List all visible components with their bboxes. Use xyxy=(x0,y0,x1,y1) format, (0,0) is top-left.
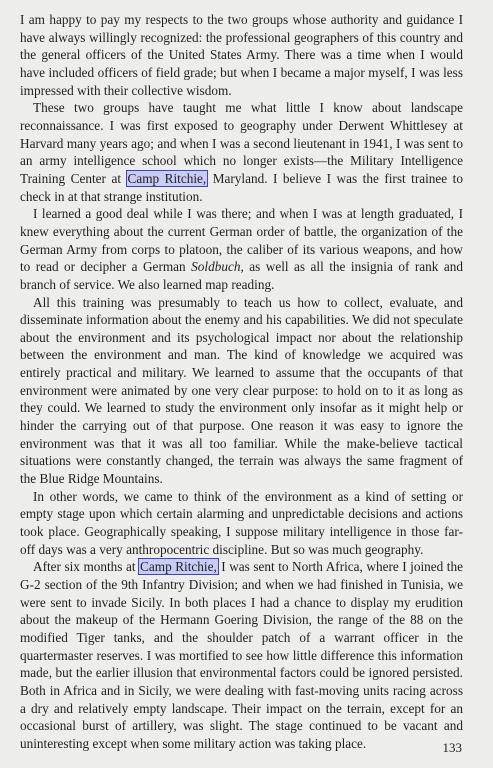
page-body-text xyxy=(20,11,463,753)
paragraph-5-text: In other words, we came to think of the environment as a kind of setting or empty stage upon which certain alarming and unpredictable decisions and actions took place. Geographically speaking, I suppose military intelligence in those far-off days was a very anthropocentric discipline. But so was much geography. xyxy=(20,488,463,557)
search-highlight-camp-ritchie-1[interactable]: Camp Ritchie, xyxy=(127,170,207,186)
paragraph-4-text: All this training was presumably to teach us how to collect, evaluate, and disseminate information about the enemy and his capabilities. We did not speculate about the environment and its psychological impact nor about the relationship between the environment and man. The kind of knowledge we acquired was entirely practical and military. We learned to assume that the occupants of that environment were animated by one very clear purpose: to hold on to it as long as they could. We learned to study the environment only insofar as it might help or hinder the carrying out of that purpose. One reason it was easy to ignore the environment was that it was all too familiar. While the make-believe tactical situations were constantly changed, the terrain was always the same fragment of the Blue Ridge Mountains. xyxy=(20,294,463,487)
paragraph-2-text-a: These two groups have taught me what little I know about landscape reconnaissance. I was first exposed to geography under Derwent Whittlesey at Harvard many years ago; and when I was a second lieutenant in 1941, I was sent to an army intelligence school which no longer exists—the Military Intelligence Training Center at xyxy=(20,100,463,186)
paragraph-6-text-a: After six months at xyxy=(33,559,140,575)
page-number: 133 xyxy=(442,740,462,755)
search-highlight-camp-ritchie-2[interactable]: Camp Ritchie, xyxy=(140,559,217,575)
paragraph-2 xyxy=(20,99,463,205)
paragraph-5 xyxy=(20,488,463,559)
paragraph-2-text-b: Maryland. I believe I was the first trainee to check in at that strange institution. xyxy=(20,170,463,204)
paragraph-3-text-a: I learned a good deal while I was there; and when I was at length graduated, I knew everything about the current German order of battle, the organization of the German Army from corps to platoon, the caliber of its various weapons, and how to read or decipher a German xyxy=(20,206,463,275)
paragraph-3-text-b: as well as all the insignia of rank and branch of service. We also learned map reading. xyxy=(20,259,463,292)
italic-term-soldbuch: Soldbuch, xyxy=(191,259,244,275)
paragraph-4 xyxy=(20,294,463,488)
paragraph-1 xyxy=(20,11,463,99)
paragraph-1-text: I am happy to pay my respects to the two groups whose authority and guidance I have always willingly recognized: the professional geographers of this country and the general officers of the United States Army. There was a time when I would have included officers of field grade; but when I became a major myself, I was less impressed with their collective wisdom. xyxy=(20,12,463,98)
paragraph-6-text-b: I was sent to North Africa, where I joined the G-2 section of the 9th Infantry Division; and when we had finished in Tunisia, we were sent to invade Sicily. In both places I had a chance to display my erudition about the makeup of the Hermann Goering Division, the range of the 88 on the modified Tiger tanks, and the shoulder patch of a warrant officer in the quartermaster reserves. I was mortified to see how little difference this information made, but the earlier illusion that environmental factors could be ignored persisted. Both in Africa and in Sicily, we were dealing with fast-moving units racing across a dry and relatively empty landscape. Their impact on the terrain, except for an occasional burst of artillery, was slight. The stage continued to be vacant and uninteresting except when some military action was taking place. xyxy=(20,559,463,751)
paragraph-3 xyxy=(20,205,463,293)
paragraph-6 xyxy=(20,558,463,752)
